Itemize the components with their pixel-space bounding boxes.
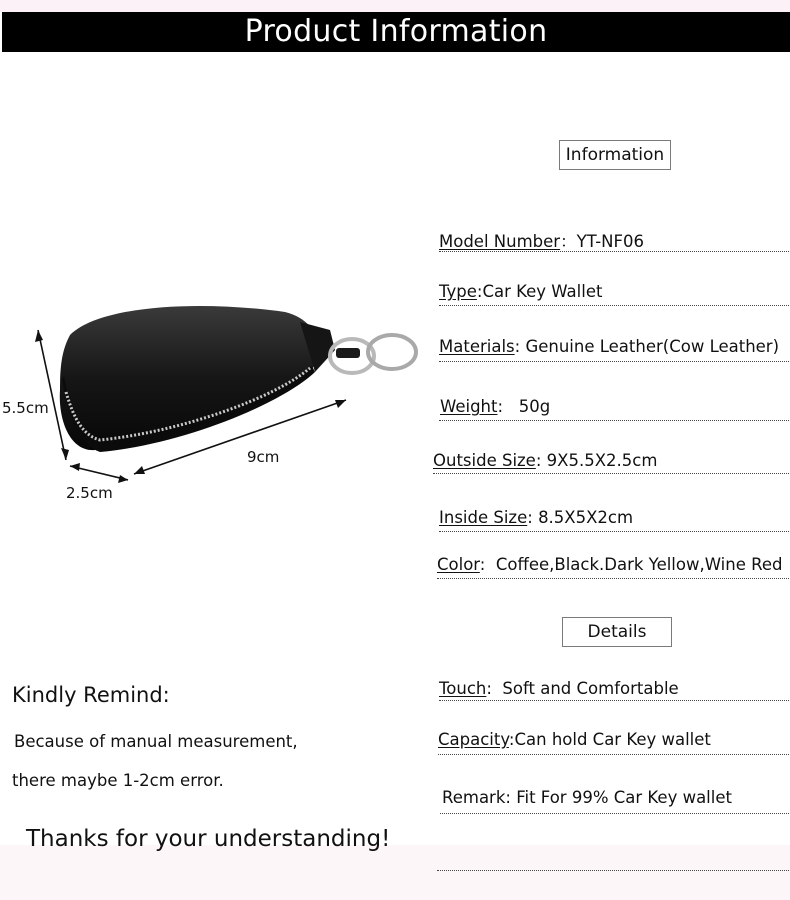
height-dimension-label: 5.5cm (2, 399, 49, 417)
spec-value: YT-NF06 (576, 232, 645, 251)
spec-label: Color (437, 555, 480, 574)
spec-value: 8.5X5X2cm (538, 508, 634, 527)
spec-value: Car Key Wallet (482, 282, 603, 301)
spec-value: Can hold Car Key wallet (514, 730, 711, 749)
spec-label: Touch (439, 679, 487, 698)
bottom-band (0, 845, 790, 900)
spec-materials (439, 337, 779, 358)
spec-label: Model Number (439, 232, 561, 251)
spec-separator: : (486, 679, 503, 698)
spec-label: Outside Size (433, 451, 536, 470)
remind-line-2: there maybe 1-2cm error. (12, 771, 224, 790)
spec-value: Coffee,Black.Dark Yellow,Wine Red (495, 555, 783, 574)
dotted-divider (437, 870, 789, 871)
spec-touch (439, 679, 679, 700)
spec-separator: ： (560, 232, 577, 251)
spec-separator: : (535, 451, 547, 470)
dotted-divider (440, 813, 789, 814)
spec-value: 9X5.5X2.5cm (546, 451, 658, 470)
spec-inside-size (439, 508, 633, 529)
dotted-divider (439, 305, 789, 306)
spec-value: Genuine Leather(Cow Leather) (525, 337, 780, 356)
dotted-divider (439, 420, 789, 421)
spec-value: Soft and Comfortable (502, 679, 679, 698)
dotted-divider (438, 754, 789, 755)
remind-title: Kindly Remind: (12, 683, 170, 707)
spec-separator: : (527, 508, 539, 527)
spec-label: Capacity (438, 730, 509, 749)
dotted-divider (437, 578, 789, 579)
information-heading: Information (559, 140, 671, 170)
spec-separator: : (476, 282, 483, 301)
dotted-divider (439, 251, 789, 252)
page-title: Product Information (2, 12, 790, 52)
spec-remark (442, 788, 732, 809)
spec-label: Materials (439, 337, 515, 356)
thanks-message: Thanks for your understanding! (26, 826, 391, 852)
dotted-divider (439, 700, 789, 701)
spec-value: 50g (518, 397, 551, 416)
spec-separator: : (497, 397, 519, 416)
dotted-divider (439, 361, 789, 362)
details-heading: Details (562, 617, 672, 647)
spec-separator: : (505, 788, 517, 807)
remind-line-1: Because of manual measurement, (14, 732, 298, 751)
dotted-divider (439, 531, 789, 532)
spec-value: Fit For 99% Car Key wallet (516, 788, 732, 807)
dotted-divider (433, 473, 789, 474)
length-dimension-label: 9cm (247, 448, 280, 466)
spec-separator: : (514, 337, 526, 356)
depth-dimension-label: 2.5cm (66, 484, 113, 502)
spec-label: Weight (440, 397, 498, 416)
spec-label: Type (439, 282, 477, 301)
spec-weight (440, 397, 550, 418)
spec-outside-size (433, 451, 657, 472)
spec-separator: : (479, 555, 496, 574)
header-band (0, 0, 790, 12)
spec-color (437, 555, 782, 576)
spec-type (439, 282, 602, 303)
spec-label: Remark (442, 788, 506, 807)
spec-label: Inside Size (439, 508, 528, 527)
spec-separator: : (508, 730, 515, 749)
key-wallet-image (0, 300, 430, 510)
spec-capacity (438, 730, 711, 751)
